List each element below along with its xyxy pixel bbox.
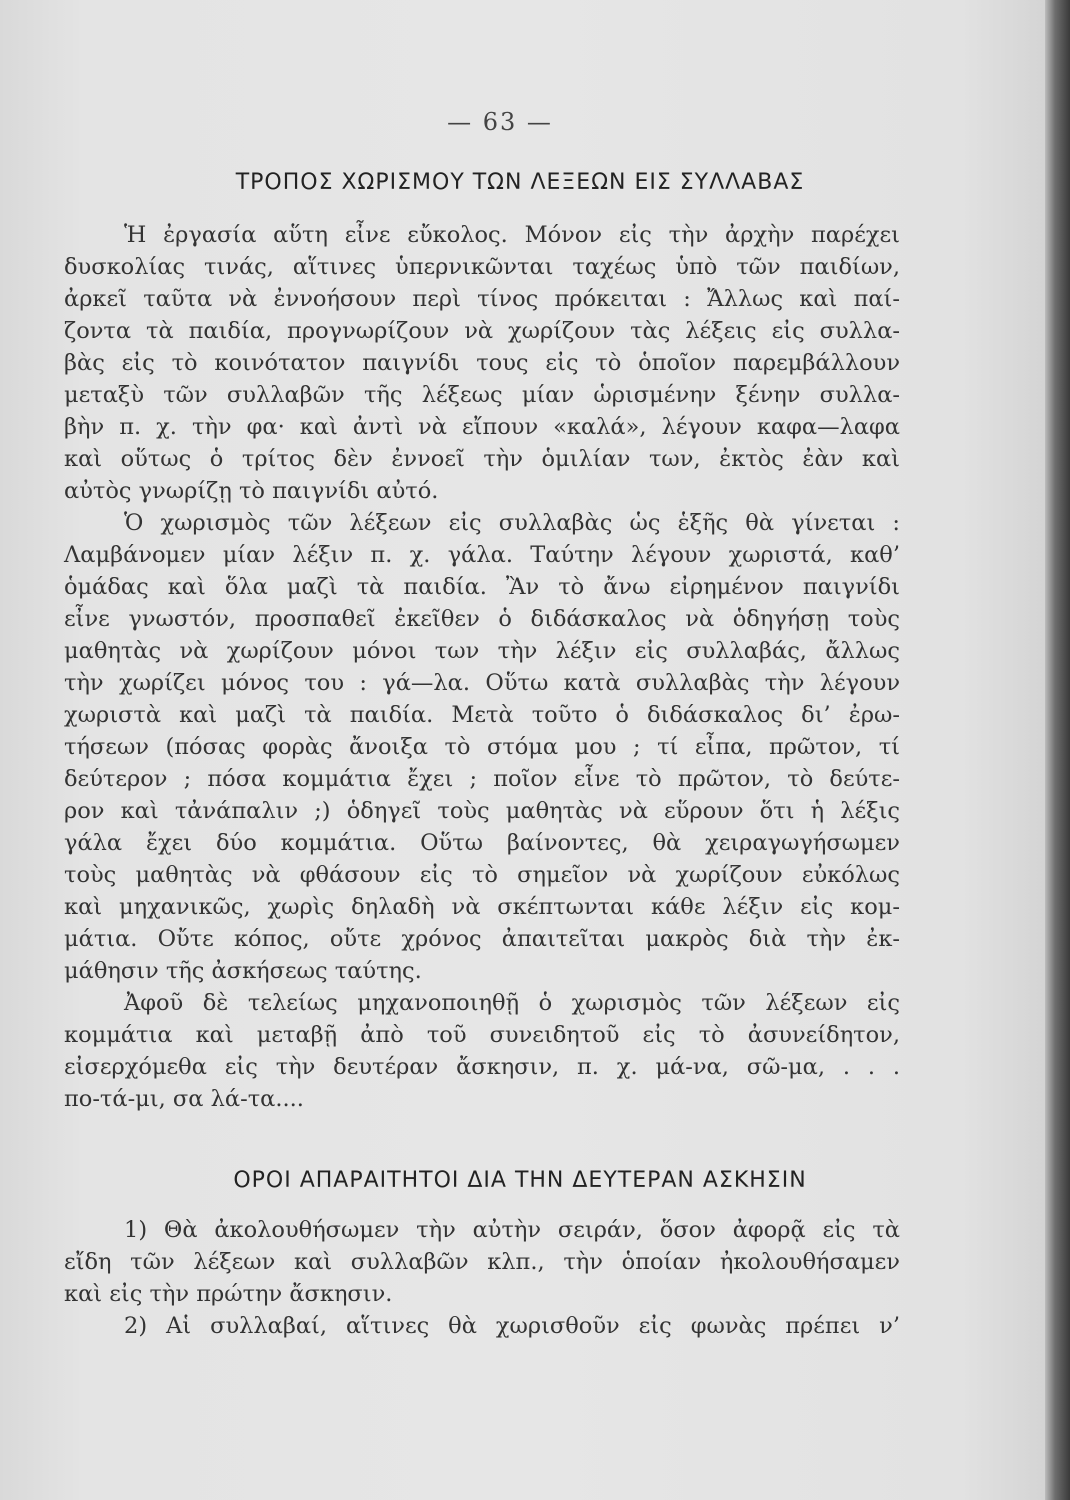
text-line: καὶ μηχανικῶς, χωρὶς δηλαδὴ νὰ σκέπτωνται κάθε λέξιν εἰς κομ- bbox=[64, 894, 900, 920]
text-line: καὶ εἰς τὴν πρώτην ἄσκησιν. bbox=[64, 1281, 393, 1307]
text-line: μάτια. Οὔτε κόπος, οὔτε χρόνος ἀπαιτεῖται μακρὸς διὰ τὴν ἐκ- bbox=[64, 926, 900, 952]
text-line: ζοντα τὰ παιδία, προγνωρίζουν νὰ χωρίζουν τὰς λέξεις εἰς συλλα- bbox=[64, 318, 900, 344]
text-line: καὶ οὕτως ὁ τρίτος δὲν ἐννοεῖ τὴν ὁμιλίαν των, ἐκτὸς ἐὰν καὶ bbox=[64, 446, 900, 472]
text-line: αὐτὸς γνωρίζῃ τὸ παιγνίδι αὐτό. bbox=[64, 478, 439, 504]
text-line: Ἡ ἐργασία αὕτη εἶνε εὔκολος. Μόνον εἰς τὴν ἀρχὴν παρέχει bbox=[124, 222, 900, 248]
text-line: εἴδη τῶν λέξεων καὶ συλλαβῶν κλπ., τὴν ὁποίαν ἠκολουθήσαμεν bbox=[64, 1249, 900, 1275]
section-heading-conditions: ΟΡΟΙ ΑΠΑΡΑΙΤΗΤΟΙ ΔΙΑ ΤΗΝ ΔΕΥΤΕΡΑΝ ΑΣΚΗΣΙΝ bbox=[233, 1168, 807, 1193]
text-line: 2) Αἱ συλλαβαί, αἵτινες θὰ χωρισθοῦν εἰς φωνὰς πρέπει ν’ bbox=[124, 1313, 900, 1339]
book-binding-edge bbox=[1045, 0, 1070, 1500]
text-line: γάλα ἔχει δύο κομμάτια. Οὕτω βαίνοντες, θὰ χειραγωγήσωμεν bbox=[64, 830, 900, 856]
text-line: ἀρκεῖ ταῦτα νὰ ἐννοήσουν περὶ τίνος πρόκειται : Ἄλλως καὶ παί- bbox=[64, 286, 900, 312]
text-line: τοὺς μαθητὰς νὰ φθάσουν εἰς τὸ σημεῖον νὰ χωρίζουν εὐκόλως bbox=[64, 862, 900, 888]
text-line: δεύτερον ; πόσα κομμάτια ἔχει ; ποῖον εἶνε τὸ πρῶτον, τὸ δεύτε- bbox=[64, 766, 900, 792]
text-line: δυσκολίας τινάς, αἵτινες ὑπερνικῶνται ταχέως ὑπὸ τῶν παιδίων, bbox=[64, 254, 900, 280]
text-line: τὴν χωρίζει μόνος του : γά—λα. Οὕτω κατὰ συλλαβὰς τὴν λέγουν bbox=[64, 670, 900, 696]
text-line: Ὁ χωρισμὸς τῶν λέξεων εἰς συλλαβὰς ὡς ἑξῆς θὰ γίνεται : bbox=[124, 510, 900, 536]
text-line: ρον καὶ τἀνάπαλιν ;) ὁδηγεῖ τοὺς μαθητὰς νὰ εὕρουν ὅτι ἡ λέξις bbox=[64, 798, 900, 824]
text-line: μάθησιν τῆς ἀσκήσεως ταύτης. bbox=[64, 958, 422, 984]
text-line: εἰσερχόμεθα εἰς τὴν δευτέραν ἄσκησιν, π. χ. μά-να, σῶ-μα, . . . bbox=[64, 1054, 900, 1080]
text-line: χωριστὰ καὶ μαζὶ τὰ παιδία. Μετὰ τοῦτο ὁ διδάσκαλος δι’ ἐρω- bbox=[64, 702, 900, 728]
text-line: μεταξὺ τῶν συλλαβῶν τῆς λέξεως μίαν ὡρισμένην ξένην συλλα- bbox=[64, 382, 900, 408]
text-line: 1) Θὰ ἀκολουθήσωμεν τὴν αὐτὴν σειράν, ὅσον ἀφορᾷ εἰς τὰ bbox=[124, 1217, 900, 1243]
section-heading-syllable-division: ΤΡΟΠΟΣ ΧΩΡΙΣΜΟΥ ΤΩΝ ΛΕΞΕΩΝ ΕΙΣ ΣΥΛΛΑΒΑΣ bbox=[235, 170, 805, 195]
text-line: κομμάτια καὶ μεταβῇ ἀπὸ τοῦ συνειδητοῦ εἰς τὸ ἀσυνείδητον, bbox=[64, 1022, 900, 1048]
text-line: ὁμάδας καὶ ὅλα μαζὶ τὰ παιδία. Ἂν τὸ ἄνω εἰρημένον παιγνίδι bbox=[64, 574, 900, 600]
text-line: βὰς εἰς τὸ κοινότατον παιγνίδι τους εἰς τὸ ὁποῖον παρεμβάλλουν bbox=[64, 350, 900, 376]
page-number: — 63 — bbox=[447, 108, 553, 136]
text-line: Ἀφοῦ δὲ τελείως μηχανοποιηθῇ ὁ χωρισμὸς τῶν λέξεων εἰς bbox=[124, 990, 900, 1016]
text-line: Λαμβάνομεν μίαν λέξιν π. χ. γάλα. Ταύτην λέγουν χωριστά, καθ’ bbox=[64, 542, 900, 568]
text-line: μαθητὰς νὰ χωρίζουν μόνοι των τὴν λέξιν εἰς συλλαβάς, ἄλλως bbox=[64, 638, 900, 664]
text-line: τήσεων (πόσας φορὰς ἄνοιξα τὸ στόμα μου ; τί εἶπα, πρῶτον, τί bbox=[64, 734, 900, 760]
text-line: πο-τά-μι, σα λά-τα.... bbox=[64, 1086, 304, 1112]
text-line: εἶνε γνωστόν, προσπαθεῖ ἐκεῖθεν ὁ διδάσκαλος νὰ ὁδηγήσῃ τοὺς bbox=[64, 606, 900, 632]
text-line: βὴν π. χ. τὴν φα· καὶ ἀντὶ νὰ εἴπουν «καλά», λέγουν καφα—λαφα bbox=[64, 414, 900, 440]
